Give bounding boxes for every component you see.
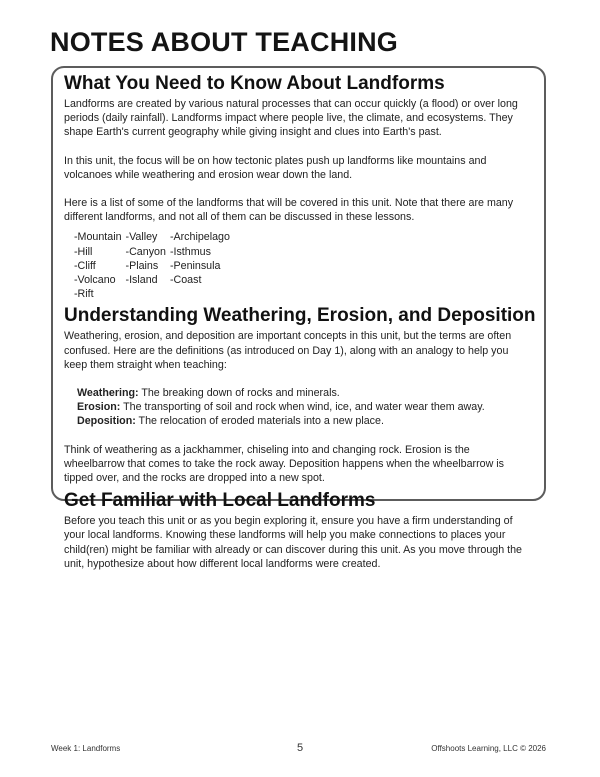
landform-item: -Isthmus — [169, 245, 211, 258]
landform-item: -Hill — [74, 245, 93, 258]
section-heading: What You Need to Know About Landforms — [64, 73, 445, 94]
landform-list — [74, 230, 533, 301]
landform-column — [74, 230, 122, 301]
landform-item: -Cliff — [74, 259, 96, 272]
definition-text: The relocation of eroded materials into a new place. — [135, 415, 384, 428]
definition-item — [77, 400, 533, 414]
paragraph: Think of weathering as a jackhammer, chiseling into and changing rock. Erosion is the wheelbarrow that comes to take the rock away. Deposition happens when the wheelbarrow is tipped over, and the rocks are dropped into a new spot. — [64, 443, 505, 485]
definition-term: Erosion: — [77, 401, 121, 414]
page-number: 5 — [297, 742, 304, 754]
landform-item: -Volcano — [74, 274, 116, 287]
landform-item: -Island — [125, 274, 158, 287]
paragraph: Before you teach this unit or as you begin exploring it, ensure you have a firm understanding of your local landforms. Knowing these landforms will help you make connections to places your child(ren) might be familiar with already or can discover during this unit. As you move through the unit, hypothesize about how different local landforms were created. — [64, 515, 523, 570]
section-heading: Get Familiar with Local Landforms — [64, 490, 376, 512]
landform-item: -Mountain — [74, 231, 122, 244]
paragraph: Landforms are created by various natural processes that can occur quickly (a flood) or over long periods (daily rainfall). Landforms impact where people live, the climate, and ecosystems. They shape Earth's current geography while giving insight and clues into Earth's past. — [64, 98, 518, 139]
landform-item: -Archipelago — [169, 231, 230, 244]
definition-text: The transporting of soil and rock when wind, ice, and water wear them away. — [120, 401, 485, 414]
landform-item: -Valley — [125, 231, 158, 244]
definition-term: Weathering: — [77, 387, 139, 400]
section-heading: Understanding Weathering, Erosion, and Deposition — [64, 305, 536, 327]
landform-item: -Canyon — [125, 245, 166, 258]
definition-item — [77, 386, 533, 400]
paragraph: In this unit, the focus will be on how tectonic plates push up landforms like mountains and volcanoes while weathering and erosion wear down the land. — [64, 154, 487, 181]
paragraph: Here is a list of some of the landforms that will be covered in this unit. Note that there are many different landforms, and not all of them can be discussed in these lessons. — [64, 197, 514, 224]
section-local-landforms — [64, 489, 533, 571]
landform-column — [170, 230, 230, 301]
landform-item: -Coast — [169, 274, 202, 287]
landform-item: -Peninsula — [169, 259, 221, 272]
footer-unit-label: Week 1: Landforms — [51, 744, 121, 753]
definition-list — [77, 386, 533, 429]
section-landforms — [64, 72, 533, 301]
notes-box — [51, 66, 546, 570]
landform-item: -Plains — [125, 259, 159, 272]
page-footer — [51, 744, 546, 758]
footer-copyright: Offshoots Learning, LLC © 2026 — [431, 744, 546, 753]
definition-text: The breaking down of rocks and minerals. — [138, 387, 340, 400]
paragraph: Weathering, erosion, and deposition are important concepts in this unit, but the terms are often confused. Here are the definitions (as introduced on Day 1), along with an analogy to help you keep them straight when teaching: — [64, 330, 512, 371]
landform-item: -Rift — [74, 288, 94, 301]
definition-term: Deposition: — [77, 415, 136, 428]
landform-column — [126, 230, 166, 301]
page-title: NOTES ABOUT TEACHING — [50, 27, 398, 57]
definition-item — [77, 414, 533, 428]
section-weathering — [64, 304, 536, 485]
